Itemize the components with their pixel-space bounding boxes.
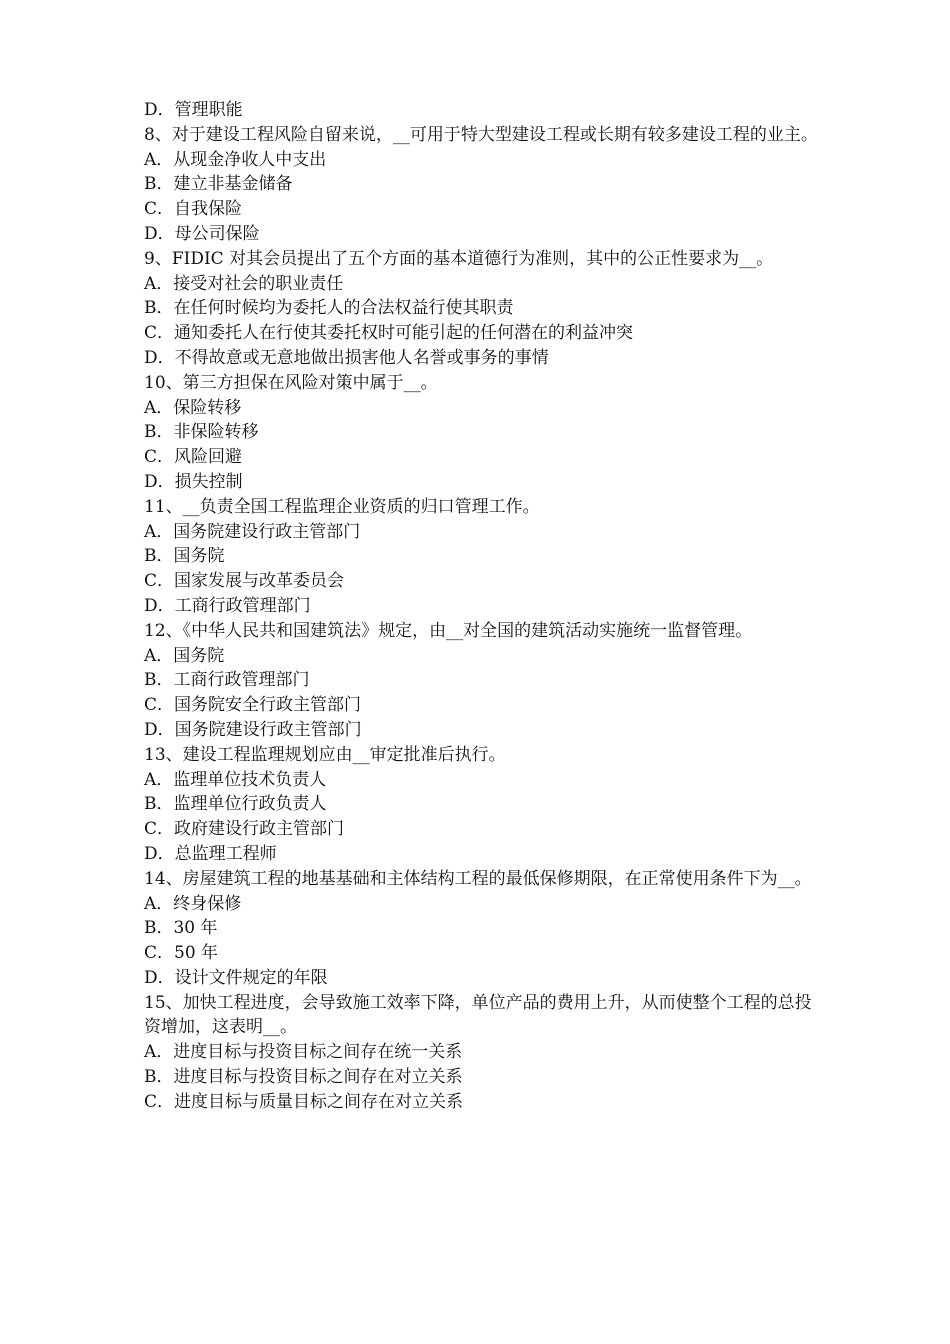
option-line: D．损失控制 <box>144 471 243 492</box>
option-line: D．管理职能 <box>144 100 243 120</box>
option-line: C．国家发展与改革委员会 <box>144 571 345 592</box>
option-line: A．从现金净收人中支出 <box>144 149 327 170</box>
option-line: C．国务院安全行政主管部门 <box>144 695 362 716</box>
option-line: B．工商行政管理部门 <box>144 670 310 691</box>
option-line: C．通知委托人在行使其委托权时可能引起的任何潜在的利益冲突 <box>144 323 634 344</box>
option-line: C．50 年 <box>144 943 219 964</box>
option-line: D．国务院建设行政主管部门 <box>144 719 362 740</box>
question-line: 14、房屋建筑工程的地基基础和主体结构工程的最低保修期限，在正常使用条件下为__。 <box>144 868 812 889</box>
option-line: A．国务院建设行政主管部门 <box>144 521 361 542</box>
option-line: A．国务院 <box>144 645 225 666</box>
option-line: B．国务院 <box>144 546 225 567</box>
option-line: D．工商行政管理部门 <box>144 595 311 616</box>
option-line: B．30 年 <box>144 918 218 939</box>
question-line: 10、第三方担保在风险对策中属于__。 <box>144 372 438 393</box>
option-line: D．不得故意或无意地做出损害他人名誉或事务的事情 <box>144 347 549 368</box>
option-line: A．接受对社会的职业责任 <box>144 273 344 294</box>
option-line: D．母公司保险 <box>144 223 260 244</box>
option-line: C．政府建设行政主管部门 <box>144 819 345 840</box>
option-line: A．终身保修 <box>144 893 242 914</box>
option-line: C．风险回避 <box>144 447 243 468</box>
option-line: B．在任何时候均为委托人的合法权益行使其职责 <box>144 298 514 319</box>
question-line: 13、建设工程监理规划应由__审定批准后执行。 <box>144 744 506 765</box>
option-line: A．监理单位技术负责人 <box>144 769 327 790</box>
question-line: 11、__负责全国工程监理企业资质的归口管理工作。 <box>144 496 540 517</box>
option-line: C．自我保险 <box>144 199 243 220</box>
question-line: 8、对于建设工程风险自留来说，__可用于特大型建设工程或长期有较多建设工程的业主。 <box>144 124 818 145</box>
question-line: 9、FIDIC 对其会员提出了五个方面的基本道德行为准则，其中的公正性要求为__。 <box>144 248 774 269</box>
option-line: A．保险转移 <box>144 397 242 418</box>
option-line: B．监理单位行政负责人 <box>144 794 327 815</box>
option-line: C．进度目标与质量目标之间存在对立关系 <box>144 1091 464 1112</box>
question-line: 15、加快工程进度，会导致施工效率下降，单位产品的费用上升，从而使整个工程的总投资增加，这表明__。 <box>144 992 812 1038</box>
option-line: B．建立非基金储备 <box>144 174 293 195</box>
option-line: A．进度目标与投资目标之间存在统一关系 <box>144 1042 463 1063</box>
option-line: B．非保险转移 <box>144 422 259 443</box>
question-line: 12、《中华人民共和国建筑法》规定，由__对全国的建筑活动实施统一监督管理。 <box>144 620 753 641</box>
option-line: D．总监理工程师 <box>144 843 277 864</box>
option-line: D．设计文件规定的年限 <box>144 967 328 988</box>
option-line: B．进度目标与投资目标之间存在对立关系 <box>144 1067 463 1088</box>
document-content <box>144 98 820 1115</box>
